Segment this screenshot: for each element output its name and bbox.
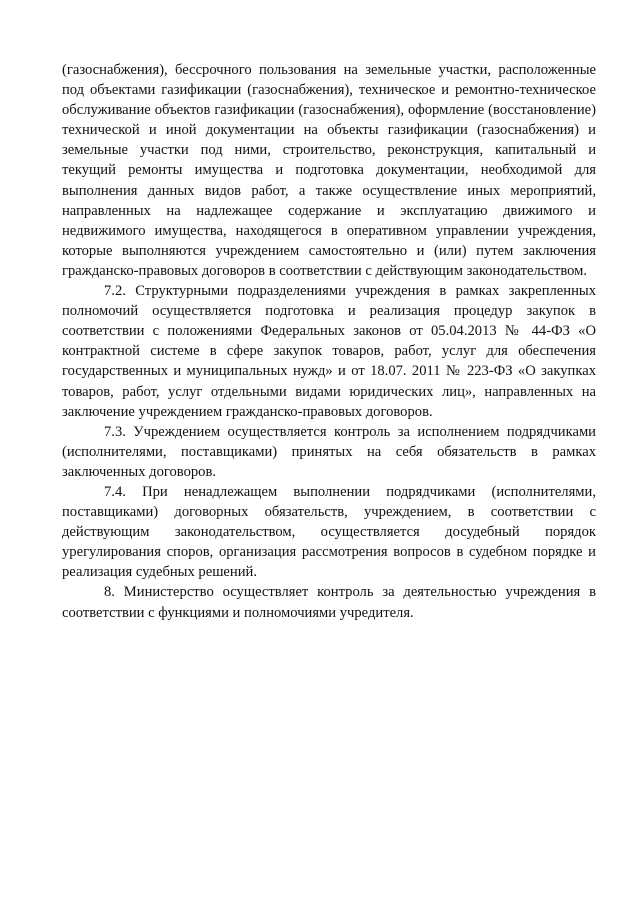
paragraph-7-4-dispute-resolution: 7.4. При ненадлежащем выполнении подрядчиками (исполнителями, поставщиками) договорных обязательств, учреждением, в соответствии с действующим законодательством, осуществляется досудебный порядок урегулирования споров, организация рассмотрения вопросов в судебном порядке и реализация судебных решений. <box>62 483 596 581</box>
paragraph-7-3-contract-control: 7.3. Учреждением осуществляется контроль за исполнением подрядчиками (исполнителями, поставщиками) принятых на себя обязательств в рамках заключенных договоров. <box>62 423 596 480</box>
document-page <box>62 60 596 623</box>
paragraph-7-2-procurement: 7.2. Структурными подразделениями учреждения в рамках закрепленных полномочий осуществляется подготовка и реализация процедур закупок в соответствии с положениями Федеральных законов от 05.04.2013 № 44-ФЗ «О контрактной системе в сфере закупок товаров, работ, услуг для обеспечения государственных и муниципальных нужд» и от 18.07. 2011 № 223-ФЗ «О закупках товаров, работ, услуг отдельными видами юридических лиц», направленных на заключение учреждением гражданско-правовых договоров. <box>62 283 596 420</box>
paragraph-gasification-scope: (газоснабжения), бессрочного пользования на земельные участки, расположенные под объектами газификации (газоснабжения), техническое и ремонтно-техническое обслуживание объектов газификации (газоснабжения), оформление (восстановление) технической и иной документации на объекты газификации (газоснабжения) и земельные участки под ними, строительство, реконструкция, капитальный и текущий ремонты имущества и подготовка документации, необходимой для выполнения данных видов работ, а также осуществление иных мероприятий, направленных на надлежащее содержание и эксплуатацию движимого и недвижимого имущества, находящегося в оперативном управлении учреждения, которые выполняются учреждением самостоятельно и (или) путем заключения гражданско-правовых договоров в соответствии с действующим законодательством. <box>62 62 596 279</box>
paragraph-8-ministry-control: 8. Министерство осуществляет контроль за деятельностью учреждения в соответствии с функциями и полномочиями учредителя. <box>62 584 596 621</box>
